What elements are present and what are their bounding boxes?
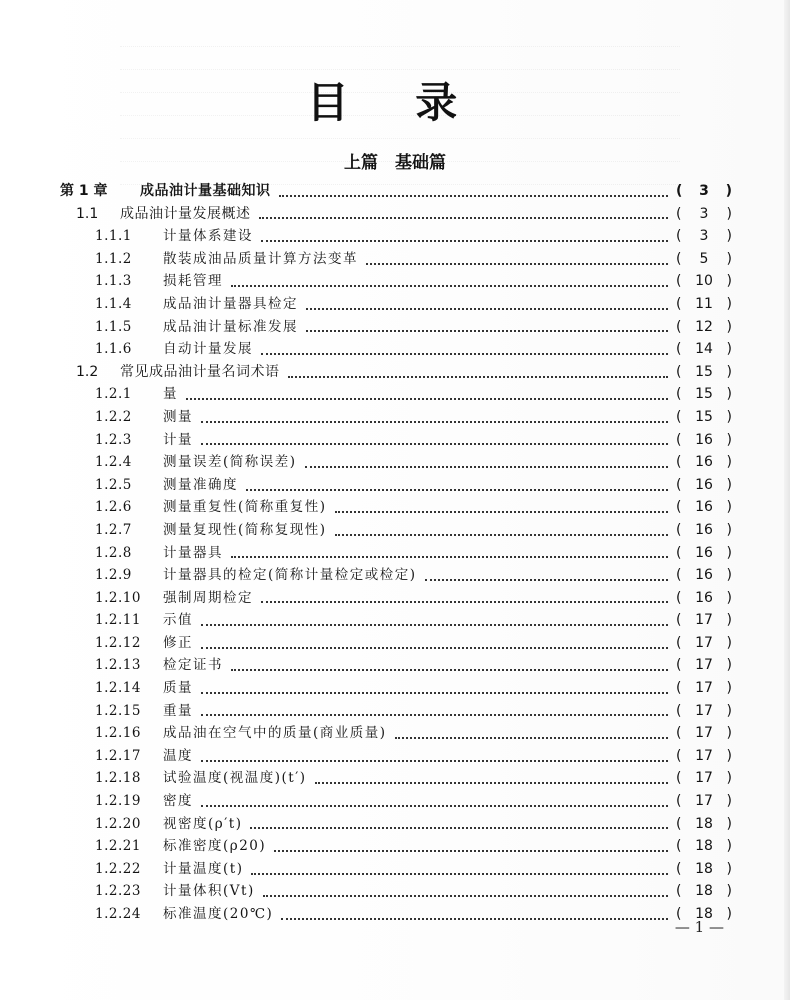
toc-entry-page: ( 16 )	[676, 451, 732, 474]
toc-entry-title: 密度	[163, 793, 193, 810]
toc-entry-page: ( 18 )	[676, 835, 732, 858]
toc-entry	[60, 429, 732, 452]
toc-entry-title: 成品油计量标准发展	[163, 318, 298, 335]
toc-entry	[60, 790, 732, 813]
toc-entry-page: ( 15 )	[676, 361, 732, 384]
toc-entry	[60, 767, 732, 790]
toc-entry-page: ( 3 )	[676, 203, 732, 226]
toc-entry-page: ( 16 )	[676, 496, 732, 519]
toc-entry	[60, 496, 732, 519]
toc-entry-page-value: 17	[695, 612, 713, 629]
toc-entry-number: 1.2.8	[95, 544, 132, 561]
toc-entry-page: ( 3 )	[676, 180, 732, 203]
toc-entry-page-value: 18	[695, 860, 713, 877]
toc-entry	[60, 180, 732, 203]
toc-entry-number: 1.2	[76, 363, 99, 380]
toc-entry-title: 重量	[163, 702, 193, 719]
dot-leader	[231, 668, 668, 671]
toc-entry-page: ( 17 )	[676, 677, 732, 700]
toc-entry	[60, 451, 732, 474]
toc-entry-page: ( 16 )	[676, 429, 732, 452]
toc-entry-number: 1.2.9	[95, 567, 132, 584]
toc-entry-page: ( 14 )	[676, 338, 732, 361]
toc-entry-number: 1.2.16	[95, 725, 141, 742]
toc-entry-number: 1.1	[76, 205, 99, 222]
toc-entry	[60, 903, 732, 926]
toc-entry-number: 1.2.10	[95, 589, 141, 606]
toc-entry-page-value: 16	[695, 454, 713, 471]
toc-entry-page-value: 16	[695, 476, 713, 493]
toc-entry-number: 1.1.1	[95, 228, 132, 245]
toc-entry-title: 修正	[163, 634, 193, 651]
dot-leader	[279, 194, 669, 197]
toc-entry-page-value: 17	[695, 657, 713, 674]
toc-entry-page: ( 10 )	[676, 270, 732, 293]
dot-leader	[186, 397, 668, 400]
dot-leader	[201, 804, 668, 807]
dot-leader	[261, 352, 668, 355]
toc-entry-title: 成品油计量器具检定	[163, 295, 298, 312]
dot-leader	[263, 894, 668, 897]
dot-leader	[201, 713, 668, 716]
toc-entry-page-value: 16	[695, 521, 713, 538]
toc-entry	[60, 383, 732, 406]
table-of-contents	[60, 180, 732, 926]
toc-entry-page: ( 16 )	[676, 474, 732, 497]
toc-entry-number: 1.1.2	[95, 250, 132, 267]
toc-entry-page: ( 18 )	[676, 880, 732, 903]
toc-entry	[60, 654, 732, 677]
toc-entry-page: ( 17 )	[676, 632, 732, 655]
toc-entry-title: 计量器具	[163, 544, 223, 561]
toc-entry	[60, 609, 732, 632]
toc-entry-number: 1.2.3	[95, 431, 132, 448]
toc-entry-page-value: 18	[695, 883, 713, 900]
toc-entry	[60, 519, 732, 542]
toc-entry-number: 1.2.1	[95, 386, 132, 403]
toc-entry	[60, 587, 732, 610]
toc-entry-title: 强制周期检定	[163, 589, 253, 606]
toc-entry-page-value: 3	[699, 228, 709, 245]
toc-entry-number: 1.2.21	[95, 838, 141, 855]
toc-entry	[60, 813, 732, 836]
toc-entry	[60, 542, 732, 565]
toc-entry-title: 计量温度(t)	[163, 860, 244, 877]
dot-leader	[395, 736, 668, 739]
toc-entry-title: 量	[163, 386, 178, 403]
dot-leader	[274, 849, 668, 852]
page-title: 目 录	[306, 78, 484, 127]
toc-entry-page: ( 16 )	[676, 564, 732, 587]
toc-entry	[60, 248, 732, 271]
toc-entry-number: 1.2.7	[95, 521, 132, 538]
toc-entry-page-value: 16	[695, 544, 713, 561]
dot-leader	[201, 759, 668, 762]
toc-entry	[60, 745, 732, 768]
toc-entry-number: 第 1 章	[60, 183, 108, 199]
toc-entry-number: 1.2.22	[95, 860, 141, 877]
toc-entry-number: 1.2.2	[95, 408, 132, 425]
dot-leader	[246, 488, 668, 491]
toc-entry-page: ( 17 )	[676, 745, 732, 768]
toc-entry-title: 计量体系建设	[163, 228, 253, 245]
toc-entry-title: 测量误差(简称误差)	[163, 454, 297, 471]
toc-entry-page-value: 15	[695, 363, 713, 380]
toc-entry-page: ( 15 )	[676, 383, 732, 406]
dot-leader	[366, 262, 668, 265]
toc-entry-page: ( 17 )	[676, 700, 732, 723]
toc-entry-number: 1.2.12	[95, 634, 141, 651]
dot-leader	[231, 555, 668, 558]
toc-entry-number: 1.1.4	[95, 295, 132, 312]
toc-entry-page-value: 18	[695, 906, 713, 922]
toc-entry-page: ( 17 )	[676, 654, 732, 677]
toc-entry-number: 1.2.15	[95, 702, 141, 719]
toc-entry-page: ( 17 )	[676, 767, 732, 790]
toc-entry	[60, 293, 732, 316]
toc-entry-title: 测量准确度	[163, 476, 238, 493]
toc-entry-page-value: 17	[695, 634, 713, 651]
toc-entry-page-value: 11	[695, 295, 713, 312]
toc-entry-page-value: 3	[699, 205, 709, 222]
toc-entry-number: 1.2.4	[95, 454, 132, 471]
toc-entry-title: 成品油在空气中的质量(商业质量)	[163, 725, 387, 742]
toc-entry	[60, 632, 732, 655]
toc-entry	[60, 700, 732, 723]
toc-entry-number: 1.2.24	[95, 906, 141, 922]
toc-entry-page-value: 17	[695, 725, 713, 742]
toc-entry-page-value: 17	[695, 702, 713, 719]
dot-leader	[306, 307, 668, 310]
dot-leader	[335, 533, 668, 536]
toc-entry-page-value: 16	[695, 567, 713, 584]
toc-entry-page-value: 16	[695, 499, 713, 516]
toc-entry-page: ( 15 )	[676, 406, 732, 429]
toc-entry	[60, 722, 732, 745]
toc-entry-title: 测量	[163, 408, 193, 425]
toc-entry-page: ( 12 )	[676, 316, 732, 339]
dot-leader	[425, 578, 668, 581]
toc-entry-page-value: 5	[699, 250, 709, 267]
toc-entry-title: 计量器具的检定(简称计量检定或检定)	[163, 567, 417, 584]
toc-entry	[60, 316, 732, 339]
toc-entry-title: 计量	[163, 431, 193, 448]
toc-entry-number: 1.2.17	[95, 747, 141, 764]
toc-entry-title: 自动计量发展	[163, 341, 253, 358]
toc-entry-number: 1.2.23	[95, 883, 141, 900]
toc-entry-page-value: 17	[695, 747, 713, 764]
toc-entry-page: ( 17 )	[676, 790, 732, 813]
toc-entry-title: 散装成油品质量计算方法变革	[163, 250, 358, 267]
toc-entry-page: ( 18 )	[676, 903, 732, 926]
toc-entry-title: 成品油计量发展概述	[120, 205, 251, 222]
dot-leader	[306, 329, 668, 332]
toc-entry-title: 常见成品油计量名词术语	[120, 363, 280, 380]
dot-leader	[201, 442, 668, 445]
toc-entry-title: 测量重复性(简称重复性)	[163, 499, 327, 516]
dot-leader	[259, 216, 669, 219]
dot-leader	[201, 623, 668, 626]
toc-entry-page-value: 3	[699, 183, 709, 199]
toc-entry	[60, 677, 732, 700]
toc-entry-page: ( 5 )	[676, 248, 732, 271]
toc-entry-page: ( 16 )	[676, 587, 732, 610]
toc-entry-number: 1.2.11	[95, 612, 141, 629]
toc-entry-title: 温度	[163, 747, 193, 764]
toc-entry-page-value: 15	[695, 408, 713, 425]
toc-entry-page-value: 16	[695, 431, 713, 448]
toc-entry-number: 1.2.20	[95, 815, 141, 832]
toc-entry	[60, 858, 732, 881]
dot-leader	[288, 375, 669, 378]
toc-entry-number: 1.2.14	[95, 680, 141, 697]
toc-entry-page-value: 14	[695, 341, 713, 358]
dot-leader	[201, 691, 668, 694]
toc-entry-page-value: 10	[695, 273, 713, 290]
toc-entry-title: 成品油计量基础知识	[140, 183, 271, 199]
toc-entry-number: 1.1.3	[95, 273, 132, 290]
toc-entry-page-value: 15	[695, 386, 713, 403]
toc-entry-number: 1.2.18	[95, 770, 141, 787]
toc-entry	[60, 338, 732, 361]
toc-entry-title: 检定证书	[163, 657, 223, 674]
toc-entry	[60, 270, 732, 293]
page-number: — 1 —	[674, 918, 724, 936]
toc-entry-page-value: 17	[695, 770, 713, 787]
dot-leader	[251, 872, 668, 875]
toc-entry-title: 示值	[163, 612, 193, 629]
toc-entry-page-value: 18	[695, 838, 713, 855]
toc-entry-page: ( 18 )	[676, 858, 732, 881]
dot-leader	[261, 600, 668, 603]
toc-entry	[60, 406, 732, 429]
toc-entry-page-value: 17	[695, 680, 713, 697]
dot-leader	[305, 465, 668, 468]
toc-entry-page: ( 11 )	[676, 293, 732, 316]
toc-entry-page: ( 16 )	[676, 519, 732, 542]
toc-entry-page: ( 17 )	[676, 609, 732, 632]
toc-entry-page-value: 16	[695, 589, 713, 606]
toc-entry-title: 质量	[163, 680, 193, 697]
toc-entry-title: 标准温度(20℃)	[163, 906, 274, 922]
toc-entry-number: 1.2.19	[95, 793, 141, 810]
toc-entry-page: ( 3 )	[676, 225, 732, 248]
toc-entry-page-value: 12	[695, 318, 713, 335]
toc-entry-number: 1.1.6	[95, 341, 132, 358]
dot-leader	[250, 826, 668, 829]
toc-entry-page-value: 17	[695, 793, 713, 810]
toc-entry-title: 试验温度(视温度)(t′)	[163, 770, 307, 787]
toc-entry-page: ( 16 )	[676, 542, 732, 565]
toc-entry-page: ( 18 )	[676, 813, 732, 836]
toc-entry-title: 测量复现性(简称复现性)	[163, 521, 327, 538]
dot-leader	[335, 510, 668, 513]
toc-entry-page-value: 18	[695, 815, 713, 832]
toc-entry	[60, 361, 732, 384]
dot-leader	[281, 917, 668, 920]
toc-entry	[60, 474, 732, 497]
dot-leader	[201, 646, 668, 649]
dot-leader	[315, 781, 668, 784]
toc-entry-number: 1.2.13	[95, 657, 141, 674]
toc-entry-title: 视密度(ρ′t)	[163, 815, 243, 832]
toc-entry-page: ( 17 )	[676, 722, 732, 745]
toc-entry-title: 损耗管理	[163, 273, 223, 290]
dot-leader	[231, 284, 668, 287]
toc-entry-title: 计量体积(Vt)	[163, 883, 255, 900]
dot-leader	[201, 420, 668, 423]
toc-entry	[60, 203, 732, 226]
dot-leader	[261, 239, 668, 242]
page-edge	[784, 0, 790, 1000]
toc-entry-number: 1.2.6	[95, 499, 132, 516]
toc-entry-title: 标准密度(ρ20)	[163, 838, 267, 855]
toc-entry	[60, 880, 732, 903]
toc-entry	[60, 225, 732, 248]
toc-entry	[60, 835, 732, 858]
part-heading: 上篇 基础篇	[344, 153, 446, 173]
toc-entry	[60, 564, 732, 587]
toc-entry-number: 1.2.5	[95, 476, 132, 493]
toc-entry-number: 1.1.5	[95, 318, 132, 335]
